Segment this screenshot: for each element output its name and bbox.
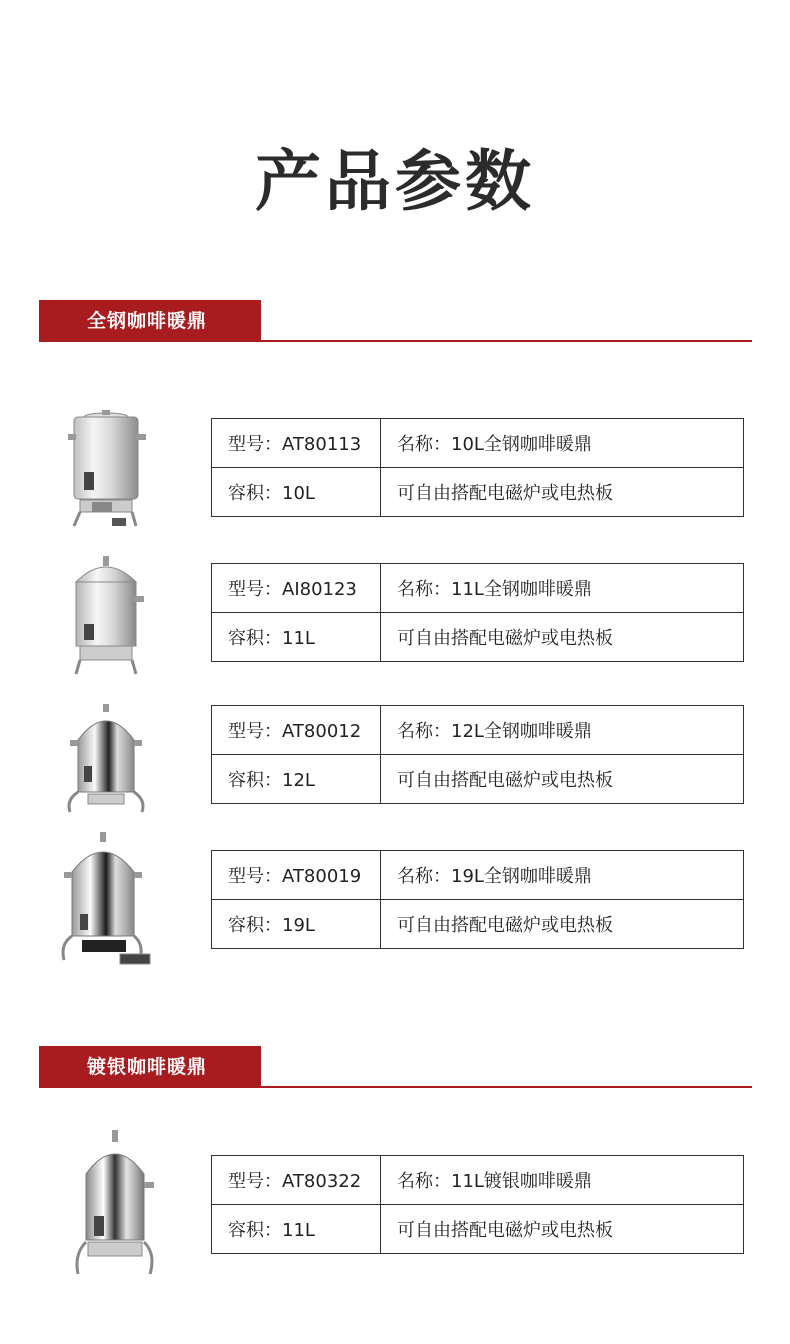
coffee-urn-egg-image [58,700,158,820]
coffee-urn-dome-image [58,554,158,678]
page-title: 产品参数 [255,143,535,220]
section-title: 镀银咖啡暖鼎 [39,1046,261,1088]
model-number: AT80012 [282,721,362,742]
capacity-cell: 容积：12L [212,755,381,804]
product-name: 12L全钢咖啡暖鼎 [451,721,592,742]
spec-table [211,705,744,804]
capacity-cell: 容积：19L [212,900,381,949]
model-cell: 型号：AT80019 [212,851,381,900]
section-divider [261,340,752,342]
model-cell: 型号：AT80113 [212,419,381,468]
capacity-value: 11L [282,628,315,649]
capacity-cell: 容积：11L [212,1205,381,1254]
model-number: AT80113 [282,434,362,455]
model-number: AI80123 [282,579,357,600]
product-name: 11L全钢咖啡暖鼎 [451,579,592,600]
product-name: 10L全钢咖啡暖鼎 [451,434,592,455]
capacity-value: 10L [282,483,315,504]
capacity-value: 19L [282,915,315,936]
note-cell: 可自由搭配电磁炉或电热板 [381,900,744,949]
model-cell: 型号：AT80012 [212,706,381,755]
product-name: 19L全钢咖啡暖鼎 [451,866,592,887]
spec-table [211,850,744,949]
product-name: 11L镀银咖啡暖鼎 [451,1171,592,1192]
note-cell: 可自由搭配电磁炉或电热板 [381,1205,744,1254]
name-cell: 名称：11L全钢咖啡暖鼎 [381,564,744,613]
model-cell: 型号：AT80322 [212,1156,381,1205]
model-number: AT80322 [282,1171,362,1192]
name-cell: 名称：19L全钢咖啡暖鼎 [381,851,744,900]
spec-table [211,1155,744,1254]
name-cell: 名称：11L镀银咖啡暖鼎 [381,1156,744,1205]
model-number: AT80019 [282,866,362,887]
note-cell: 可自由搭配电磁炉或电热板 [381,613,744,662]
note-cell: 可自由搭配电磁炉或电热板 [381,755,744,804]
name-cell: 名称：12L全钢咖啡暖鼎 [381,706,744,755]
model-cell: 型号：AI80123 [212,564,381,613]
spec-table [211,418,744,517]
section-header-silver [39,1046,752,1088]
section-title: 全钢咖啡暖鼎 [39,300,261,342]
coffee-urn-silver-image [68,1130,168,1280]
capacity-cell: 容积：11L [212,613,381,662]
spec-table [211,563,744,662]
coffee-urn-tall-image [58,832,158,968]
capacity-value: 11L [282,1220,315,1241]
name-cell: 名称：10L全钢咖啡暖鼎 [381,419,744,468]
section-divider [261,1086,752,1088]
coffee-urn-cylinder-image [58,408,158,532]
capacity-value: 12L [282,770,315,791]
note-cell: 可自由搭配电磁炉或电热板 [381,468,744,517]
capacity-cell: 容积：10L [212,468,381,517]
section-header-steel [39,300,752,342]
